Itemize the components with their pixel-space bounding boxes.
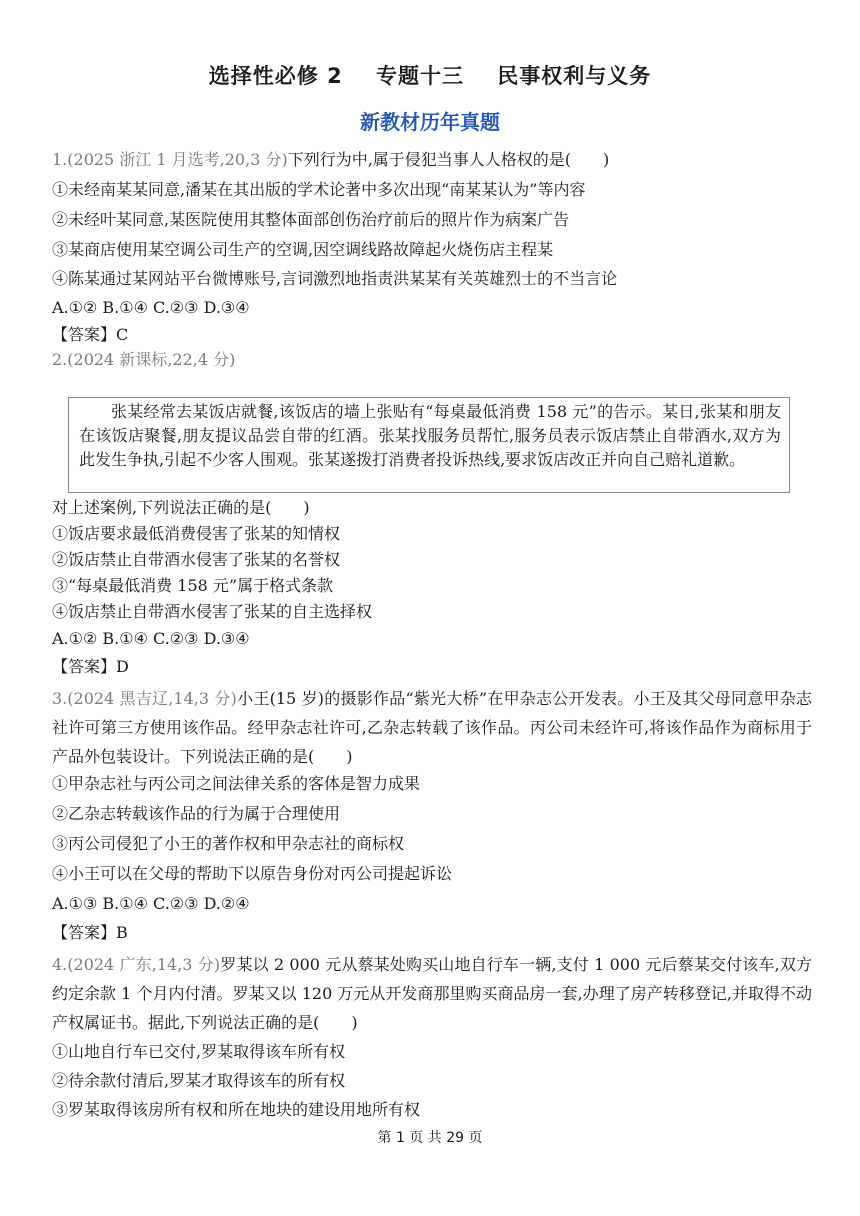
question-1-option-2: ②未经叶某同意,某医院使用其整体面部创伤治疗前后的照片作为病案广告 [52, 210, 570, 229]
question-3-option-1: ①甲杂志社与丙公司之间法律关系的客体是智力成果 [52, 774, 421, 793]
question-3-source: 3.(2024 黑吉辽,14,3 分) [52, 689, 237, 708]
question-3-paragraph [52, 684, 812, 771]
page-title: 选择性必修 2 专题十三 民事权利与义务 [208, 64, 652, 88]
question-2-option-4: ④饭店禁止自带酒水侵害了张某的自主选择权 [52, 602, 373, 621]
question-1-option-4: ④陈某通过某网站平台微博账号,言词激烈地指责洪某某有关英雄烈士的不当言论 [52, 269, 618, 288]
page-footer: 第 1 页 共 29 页 [377, 1130, 483, 1146]
question-3-stem: 小王(15 岁)的摄影作品“紫光大桥”在甲杂志公开发表。小王及其父母同意甲杂志社许可第三方使用该作品。经甲杂志社许可,乙杂志转载了该作品。丙公司未经许可,将该作品作为商标用于产品外包装设计。下列说法正确的是( ) [52, 689, 812, 766]
question-2-option-3: ③“每桌最低消费 158 元”属于格式条款 [52, 576, 334, 595]
question-1-choices: A.①② B.①④ C.②③ D.③④ [52, 298, 250, 317]
question-1-option-3: ③某商店使用某空调公司生产的空调,因空调线路故障起火烧伤店主程某 [52, 240, 554, 259]
question-4-paragraph [52, 950, 812, 1037]
question-2-answer: 【答案】D [52, 657, 129, 676]
question-2-case-box: 张某经常去某饭店就餐,该饭店的墙上张贴有“每桌最低消费 158 元”的告示。某日,张某和朋友在该饭店聚餐,朋友提议品尝自带的红酒。张某找服务员帮忙,服务员表示饭店禁止自带酒水,双方为此发生争执,引起不少客人围观。张某遂拨打消费者投诉热线,要求饭店改正并向自己赔礼道歉。 [68, 397, 790, 493]
question-3-option-3: ③丙公司侵犯了小王的著作权和甲杂志社的商标权 [52, 834, 405, 853]
question-2-line [52, 348, 235, 372]
question-2-option-1: ①饭店要求最低消费侵害了张某的知情权 [52, 524, 341, 543]
question-3-option-4: ④小王可以在父母的帮助下以原告身份对丙公司提起诉讼 [52, 864, 453, 883]
question-1-stem: 下列行为中,属于侵犯当事人人格权的是( ) [287, 150, 610, 169]
question-1-line [52, 148, 609, 172]
question-4-stem: 罗某以 2 000 元从蔡某处购买山地自行车一辆,支付 1 000 元后蔡某交付该车,双方约定余款 1 个月内付清。罗某又以 120 万元从开发商那里购买商品房一套,办理了房产转移登记,并取得不动产权属证书。据此,下列说法正确的是( ) [52, 955, 812, 1032]
question-3-option-2: ②乙杂志转载该作品的行为属于合理使用 [52, 804, 341, 823]
question-4-option-2: ②待余款付清后,罗某才取得该车的所有权 [52, 1071, 346, 1090]
question-4-option-3: ③罗某取得该房所有权和所在地块的建设用地所有权 [52, 1100, 421, 1119]
question-2-source: 2.(2024 新课标,22,4 分) [52, 350, 236, 369]
question-4-option-1: ①山地自行车已交付,罗某取得该车所有权 [52, 1042, 346, 1061]
question-1-option-1: ①未经南某某同意,潘某在其出版的学术论著中多次出现“南某某认为”等内容 [52, 180, 586, 199]
question-2-choices: A.①② B.①④ C.②③ D.③④ [52, 629, 250, 648]
section-subtitle: 新教材历年真题 [360, 110, 500, 134]
question-3-answer: 【答案】B [52, 923, 128, 942]
question-2-stem: 对上述案例,下列说法正确的是( ) [52, 498, 310, 517]
question-1-answer: 【答案】C [52, 325, 129, 344]
question-4-source: 4.(2024 广东,14,3 分) [52, 955, 221, 974]
question-3-choices: A.①③ B.①④ C.②③ D.②④ [52, 894, 250, 913]
question-2-option-2: ②饭店禁止自带酒水侵害了张某的名誉权 [52, 550, 341, 569]
question-1-source: 1.(2025 浙江 1 月选考,20,3 分) [52, 150, 288, 169]
